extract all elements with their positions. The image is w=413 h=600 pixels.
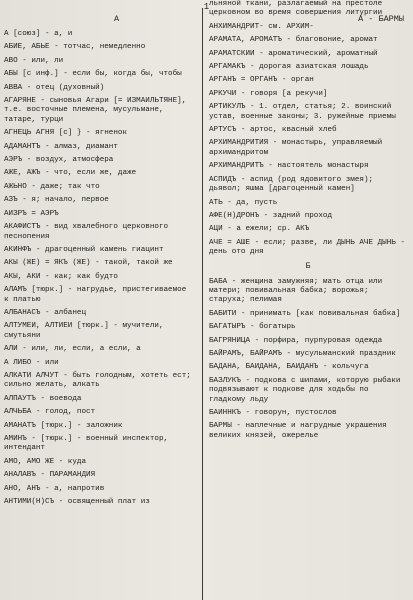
dictionary-entry: АКЫ, АКИ - как; как будто — [4, 272, 118, 281]
dictionary-entry: АЛАМЪ [тюрк.] - нагрудье, пристегиваемое к платью — [4, 286, 187, 304]
right-column-header: А - БАРМЫ — [358, 14, 404, 24]
dictionary-entry: БАГАТЫРЪ - богатырь — [209, 323, 296, 332]
dictionary-entry: АМО, АМО ЖЕ - куда — [4, 457, 87, 466]
dictionary-entry: АЛКАТИ АЛЧУТ - быть голодным, хотеть ест; сильно желать, алкать — [4, 371, 191, 390]
dictionary-entry: БАДАНА, БАИДАНА, БАИДАНЪ - кольчуга — [209, 363, 369, 372]
dictionary-entry: АРГАНЪ = ОРГАНЪ - орган — [209, 76, 314, 85]
left-column — [4, 30, 194, 511]
dictionary-entry: АИЗРЪ = АЭРЪ — [4, 209, 59, 218]
dictionary-entry: АБИЕ, АБЬЕ - тотчас, немедленно — [4, 43, 146, 52]
page-number: 1 — [203, 2, 210, 12]
dictionary-entry: АФЕ(Н)ДРОНЪ - задний проход — [209, 211, 333, 220]
dictionary-entry: АКИНФЪ - драгоценный камень гиацинт — [4, 245, 164, 254]
dictionary-entry: АМАНАТЪ [тюрк.] - заложник — [4, 421, 123, 430]
dictionary-entry: АРКУЧИ - говоря [а рекучи] — [209, 89, 328, 98]
dictionary-entry: АГНЕЦЬ АГНЯ [с] } - ягненок — [4, 129, 128, 138]
dictionary-entry: АНО, АНЪ - а, напротив — [4, 484, 105, 493]
dictionary-entry: А [союз] - а, и — [4, 30, 73, 38]
dictionary-entry: АЛТУМЕИ, АЛТИЕИ [тюрк.] - мучители, смутьяни — [4, 322, 164, 340]
dictionary-entry: АВВА - отец (духовный) — [4, 83, 105, 92]
dictionary-entry: БАРМЫ - наплечные и нагрудные украшения великих князей, ожерелье — [209, 422, 387, 440]
dictionary-entry: АЗЪ - я; начало, первое — [4, 196, 109, 205]
dictionary-entry: АЛЧЬБА - голод, пост — [4, 408, 96, 417]
dictionary-entry: БАБИТИ - принимать [как повивальная бабка] — [209, 309, 401, 318]
dictionary-entry: АНХИМАНДРИТ- см. АРХИМ- — [209, 22, 314, 31]
dictionary-entry: БАЙРАМЪ, БАЙРАМЪ - мусульманский праздник — [209, 349, 396, 358]
dictionary-entry: АЛИ - или, ли, если, а если, а — [4, 345, 141, 354]
section-letter-b: Б — [305, 261, 311, 271]
dictionary-entry: АКАФИСТЪ - вид хвалебного церковного песнопения — [4, 223, 169, 241]
dictionary-entry: АТЬ - да, пусть — [209, 198, 278, 207]
dictionary-entry: БАИННКЪ - говорун, пустослов — [209, 409, 337, 417]
dictionary-entry: АРГАМАКЪ - дорогая азиатская лошадь — [209, 63, 369, 72]
dictionary-entry: АВО - или, ли — [4, 56, 64, 65]
dictionary-entry: АРАМАТА, АРОМАТЪ - благовоние, аромат — [209, 36, 378, 45]
dictionary-entry: А ЛИБО - или — [4, 358, 59, 367]
dictionary-entry: АЛБАНАСЪ - албанец — [4, 308, 87, 317]
dictionary-entry: АСПИДЪ - аспид (род ядовитого змея); дьявол; яшма [драгоценный камен] — [209, 175, 374, 194]
dictionary-entry: АБЫ [с инф.] - если бы, когда бы, чтобы — [4, 70, 182, 79]
dictionary-entry: АЧЕ = АШЕ - если; разве, ли ДЫНЬ АЧЕ ДЫНЬ - день ото дня — [209, 238, 405, 257]
left-column-header: А — [114, 14, 120, 24]
dictionary-entry: льняной ткани, разлагаемый на престоле церковном во время совершения литургии — [209, 0, 383, 18]
dictionary-entry: АМИНЪ - [тюрк.] - военный инспектор, интендант — [4, 435, 169, 453]
dictionary-entry: АРТУСЪ - артос, квасный хлеб — [209, 126, 337, 135]
dictionary-entry: БАБА - женщина замужняя; мать отца или матери; повивальная бабка; ворожья; старуха; пелимая — [209, 277, 383, 305]
dictionary-entry: БАГРЯНИЦА - порфира, пурпуровая одежда — [209, 336, 383, 345]
dictionary-entry: АЦИ - а ежели; ср. АКЪ — [209, 225, 310, 234]
dictionary-entry: АРХИМАНДРИТЪ - настоятель монастыря — [209, 162, 369, 171]
dictionary-entry: АЖЕ, АЖЪ - что, если же, даже — [4, 169, 137, 178]
dictionary-entry: АРХИМАНДРИТИЯ - монастырь, управляемый архимандритом — [209, 139, 383, 157]
dictionary-entry: АЭРЪ - воздух, атмосфера — [4, 156, 114, 165]
column-divider — [202, 8, 203, 600]
dictionary-entry: АДАМАНТЪ - алмаз, диамант — [4, 142, 118, 151]
dictionary-entry: АЛПАУТЪ - воевода — [4, 394, 82, 403]
dictionary-entry: АЖЬНО - даже; так что — [4, 182, 100, 191]
dictionary-entry: БАЗЛУКЪ - подкова с шипами, которую рыбаки подвязывают к подкове для ходьбы по гладкому льду — [209, 376, 401, 404]
dictionary-entry: АРТИКУЛЪ - 1. отдел, статья; 2. воинский устав, военные законы; 3. ружейные приемы — [209, 103, 396, 121]
dictionary-entry: АНАЛАВЪ - ПАРАМАНДИЯ — [4, 471, 96, 480]
dictionary-entry: АНТИМИ(Н)СЪ - освященный плат из — [4, 498, 150, 507]
right-column — [209, 0, 407, 445]
dictionary-entry: АГАРЯНЕ - сыновья Агари [= ИЗМАИЛЬТЯНЕ], т.е. восточные племена, мусульмане, татаре, турци — [4, 97, 187, 124]
dictionary-entry: АРАМАТСКИИ - ароматический, ароматный — [209, 49, 378, 58]
dictionary-entry: АКЫ (ЖЕ) = ЯКЪ (ЖЕ) - такой, такой же — [4, 259, 173, 268]
